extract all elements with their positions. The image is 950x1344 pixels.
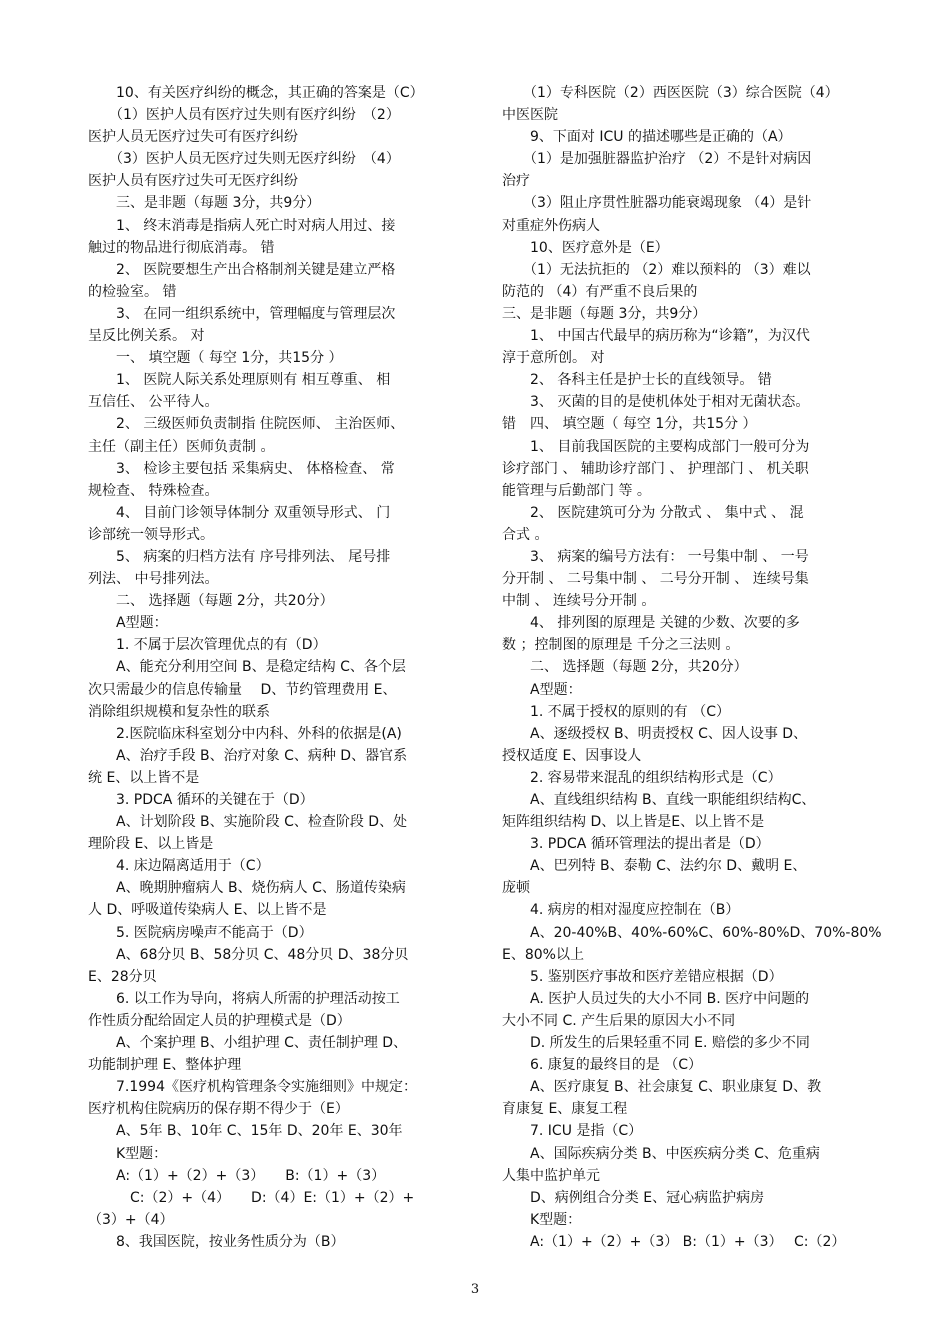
text-line: 二、 选择题（每题 2分，共20分）: [88, 593, 334, 610]
text-line: 1、 目前我国医院的主要构成部门一般可分为: [502, 438, 810, 455]
text-line: 诊疗部门 、 辅助诊疗部门 、 护理部门 、 机关职: [502, 460, 809, 477]
text-line: 1、 医院人际关系处理原则有 相互尊重、 相: [88, 372, 391, 389]
text-line: A、个案护理 B、小组护理 C、责任制护理 D、: [88, 1035, 408, 1052]
text-line: 一、 填空题（ 每空 1分，共15分 ）: [88, 350, 343, 367]
text-line: 对重症外伤病人: [502, 217, 600, 234]
text-line: A、20-40%B、40%-60%C、60%-80%D、70%-80%: [502, 924, 882, 941]
text-line: 10、医疗意外是（E）: [502, 239, 669, 256]
text-line: 诊部统一领导形式。: [88, 526, 214, 543]
text-line: 错 四、 填空题（ 每空 1分，共15分 ）: [502, 416, 757, 433]
text-line: 5、 病案的归档方法有 序号排列法、 尾号排: [88, 548, 391, 565]
text-line: 2、 医院要想生产出合格制剂关键是建立严格: [88, 261, 396, 278]
text-line: （1）无法抗拒的 （2）难以预料的 （3）难以: [502, 261, 811, 278]
text-line: 次只需最少的信息传输量 D、节约管理费用 E、: [88, 681, 397, 698]
text-line: E、80%以上: [502, 946, 584, 963]
text-line: 医护人员有医疗过失可无医疗纠纷: [88, 173, 298, 190]
text-line: 治疗: [502, 173, 530, 190]
text-line: 7.1994《医疗机构管理条令实施细则》中规定：: [88, 1079, 417, 1096]
text-line: （3）+（4）: [88, 1211, 174, 1228]
text-line: （3）医护人员无医疗过失则无医疗纠纷 （4）: [88, 151, 400, 168]
text-line: 大小不同 C. 产生后果的原因大小不同: [502, 1012, 736, 1029]
text-line: A型题：: [88, 615, 168, 632]
text-line: 育康复 E、康复工程: [502, 1101, 628, 1118]
text-line: 消除组织规模和复杂性的联系: [88, 703, 270, 720]
text-line: A、逐级授权 B、明责授权 C、因人设事 D、: [502, 725, 808, 742]
text-line: 作性质分配给固定人员的护理模式是（D）: [88, 1012, 351, 1029]
text-line: 2.医院临床科室划分中内科、外科的依据是(A): [88, 725, 402, 742]
text-line: 4. 病房的相对湿度应控制在（B）: [502, 902, 740, 919]
text-line: A. 医护人员过失的大小不同 B. 医疗中问题的: [502, 990, 810, 1007]
text-line: A、医疗康复 B、社会康复 C、职业康复 D、教: [502, 1079, 822, 1096]
text-line: 3、 灭菌的目的是使机体处于相对无菌状态。: [502, 394, 810, 411]
text-line: A、能充分利用空间 B、是稳定结构 C、各个层: [88, 659, 406, 676]
text-line: 4、 排列图的原理是 关键的少数、次要的多: [502, 615, 800, 632]
text-line: 庞顿: [502, 880, 530, 897]
text-line: 统 E、以上皆不是: [88, 769, 200, 786]
text-line: （1）专科医院（2）西医医院（3）综合医院（4）: [502, 85, 839, 101]
text-line: 防范的 （4）有严重不良后果的: [502, 283, 698, 300]
text-line: 1、 终末消毒是指病人死亡时对病人用过、接: [88, 217, 396, 234]
text-line: 列法、 中号排列法。: [88, 571, 219, 588]
text-line: 10、有关医疗纠纷的概念，其正确的答案是（C）: [88, 85, 424, 101]
text-line: 人集中监护单元: [502, 1167, 600, 1184]
text-line: 二、 选择题（每题 2分，共20分）: [502, 659, 748, 676]
text-line: K型题：: [502, 1211, 582, 1228]
text-line: 9、下面对 ICU 的描述哪些是正确的（A）: [502, 129, 792, 146]
text-line: 中医医院: [502, 107, 558, 124]
text-line: （1）是加强脏器监护治疗 （2）不是针对病因: [502, 151, 812, 168]
text-line: 功能制护理 E、整体护理: [88, 1057, 242, 1074]
text-line: 数 ；控制图的原理是 千分之三法则 。: [502, 637, 740, 654]
text-line: 淳于意所创。 对: [502, 350, 605, 367]
text-line: 4. 床边隔离适用于（C）: [88, 858, 270, 875]
text-line: 授权适度 E、因事设人: [502, 747, 642, 764]
text-line: 合式 。: [502, 526, 549, 543]
text-line: 3. PDCA 循环的关键在于（D）: [88, 792, 314, 808]
text-line: 3. PDCA 循环管理法的提出者是（D）: [502, 836, 770, 853]
text-line: 5. 医院病房噪声不能高于（D）: [88, 924, 313, 941]
text-line: K型题：: [88, 1145, 168, 1162]
text-line: A、晚期肿瘤病人 B、烧伤病人 C、肠道传染病: [88, 880, 406, 897]
text-line: A、计划阶段 B、实施阶段 C、检查阶段 D、处: [88, 814, 408, 831]
text-line: 1、 中国古代最早的病历称为“诊籍”，为汉代: [502, 328, 810, 345]
text-line: A、治疗手段 B、治疗对象 C、病种 D、器官系: [88, 747, 408, 764]
text-line: A:（1）+（2）+（3） B:（1）+（3） C:（2）: [502, 1233, 846, 1250]
text-line: A、直线组织结构 B、直线一职能组织结构C、: [502, 792, 816, 808]
text-line: 7. ICU 是指（C）: [502, 1123, 643, 1140]
text-line: 3、 病案的编号方法有： 一号集中制 、 一号: [502, 548, 809, 565]
text-line: E、28分贝: [88, 968, 157, 985]
text-line: 中制 、 连续号分开制 。: [502, 593, 656, 610]
text-line: 2、 三级医师负责制指 住院医师、 主治医师、: [88, 416, 405, 433]
text-line: 互信任、 公平待人。: [88, 394, 219, 411]
text-line: D. 所发生的后果轻重不同 E. 赔偿的多少不同: [502, 1035, 810, 1052]
text-line: 2、 医院建筑可分为 分散式 、 集中式 、 混: [502, 504, 804, 521]
text-line: 3、 在同一组织系统中，管理幅度与管理层次: [88, 305, 396, 322]
text-line: 人 D、呼吸道传染病人 E、以上皆不是: [88, 902, 327, 919]
text-line: （1）医护人员有医疗过失则有医疗纠纷 （2）: [88, 107, 400, 124]
text-line: 三、是非题（每题 3分，共9分）: [502, 305, 707, 322]
text-line: 呈反比例关系。 对: [88, 328, 205, 345]
text-line: （3）阻止序贯性脏器功能衰竭现象 （4）是针: [502, 195, 812, 212]
text-line: A、国际疾病分类 B、中医疾病分类 C、危重病: [502, 1145, 820, 1162]
text-line: 的检验室。 错: [88, 283, 177, 300]
text-line: 三、是非题（每题 3分，共9分）: [88, 195, 321, 212]
text-line: 规检查、 特殊检查。: [88, 482, 219, 499]
text-line: 触过的物品进行彻底消毒。 错: [88, 239, 275, 256]
text-line: A型题：: [502, 681, 582, 698]
right-column: [502, 82, 887, 1253]
text-line: 8、我国医院，按业务性质分为（B）: [88, 1233, 345, 1250]
text-line: A、5年 B、10年 C、15年 D、20年 E、30年: [88, 1123, 403, 1140]
text-line: 6. 康复的最终目的是 （C）: [502, 1057, 703, 1074]
text-line: 2. 容易带来混乱的组织结构形式是（C）: [502, 769, 782, 786]
text-line: 1. 不属于授权的原则的有 （C）: [502, 703, 731, 720]
text-line: 分开制 、 二号集中制 、 二号分开制 、 连续号集: [502, 571, 809, 588]
left-column: [88, 82, 473, 1253]
text-line: 医护人员无医疗过失可有医疗纠纷: [88, 129, 298, 146]
text-line: C:（2）+（4） D:（4）E:（1）+（2）+: [88, 1189, 415, 1206]
text-line: 3、 检诊主要包括 采集病史、 体格检查、 常: [88, 460, 395, 477]
text-line: A、巴列特 B、泰勒 C、法约尔 D、戴明 E、: [502, 858, 807, 875]
text-line: 矩阵组织结构 D、以上皆是E、以上皆不是: [502, 814, 765, 831]
text-line: A、68分贝 B、58分贝 C、48分贝 D、38分贝: [88, 946, 409, 963]
text-line: 医疗机构住院病历的保存期不得少于（E）: [88, 1101, 349, 1118]
text-line: A:（1）+（2）+（3） B:（1）+（3）: [88, 1167, 386, 1184]
text-line: 理阶段 E、以上皆是: [88, 836, 214, 853]
page-number: 3: [470, 1282, 480, 1297]
text-line: 2、 各科主任是护士长的直线领导。 错: [502, 372, 772, 389]
text-line: 能管理与后勤部门 等 。: [502, 482, 651, 499]
text-line: D、病例组合分类 E、冠心病监护病房: [502, 1189, 765, 1206]
text-line: 5. 鉴别医疗事故和医疗差错应根据（D）: [502, 968, 783, 985]
text-line: 1. 不属于层次管理优点的有（D）: [88, 637, 327, 654]
text-line: 4、 目前门诊领导体制分 双重领导形式、 门: [88, 504, 391, 521]
text-line: 主任（副主任）医师负责制 。: [88, 438, 275, 455]
text-line: 6. 以工作为导向，将病人所需的护理活动按工: [88, 990, 400, 1007]
